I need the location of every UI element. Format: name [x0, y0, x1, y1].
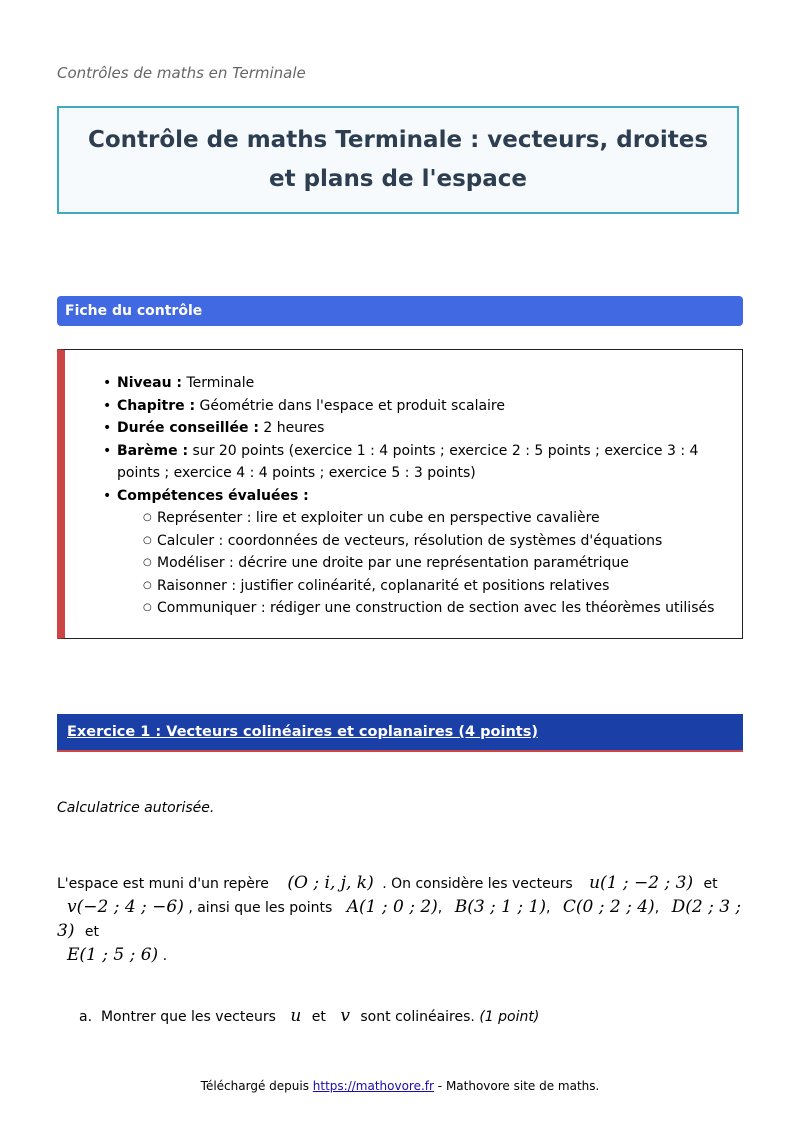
- fiche-item-competences: [117, 485, 717, 620]
- fiche-label: Compétences évaluées :: [117, 487, 309, 504]
- fiche-item-bareme: [117, 440, 717, 485]
- competence-item: ○ Raisonner : justifier colinéarité, coplanarité et positions relatives: [157, 575, 717, 598]
- statement-text: et: [703, 876, 718, 892]
- fiche-value: Terminale: [186, 375, 255, 391]
- competence-item: ○ Représenter : lire et exploiter un cube en perspective cavalière: [157, 507, 717, 530]
- point-e-formula: E(1 ; 5 ; 6): [67, 945, 159, 965]
- point-c-formula: C(0 ; 2 ; 4): [562, 897, 655, 917]
- fiche-box: [57, 349, 743, 639]
- statement-text: . On considère les vecteurs: [382, 876, 573, 892]
- footer-prefix: Téléchargé depuis: [200, 1079, 309, 1093]
- question-text: Montrer que les vecteurs: [100, 1009, 276, 1025]
- question-text: sont colinéaires.: [360, 1009, 475, 1025]
- page-title: Contrôle de maths Terminale : vecteurs, droites et plans de l'espace: [87, 127, 709, 192]
- repere-formula: (O ; i, j, k): [287, 873, 374, 893]
- statement-text: L'espace est muni d'un repère: [57, 876, 269, 892]
- calculator-note: Calculatrice autorisée.: [57, 800, 215, 816]
- fiche-value: Géométrie dans l'espace et produit scalaire: [199, 397, 505, 414]
- fiche-label: Durée conseillée :: [117, 420, 259, 436]
- statement-text: , ainsi que les points: [188, 900, 333, 916]
- fiche-label: Barème :: [117, 442, 189, 459]
- question-label: a.: [79, 1009, 93, 1025]
- exercise-1-heading-link[interactable]: Exercice 1 : Vecteurs colinéaires et coplanaires (4 points): [67, 724, 538, 740]
- vector-v-symbol: v: [340, 1006, 350, 1026]
- competence-item: ○ Modéliser : décrire une droite par une représentation paramétrique: [157, 552, 717, 575]
- fiche-value: 2 heures: [263, 420, 325, 436]
- fiche-value: sur 20 points (exercice 1 : 4 points ; exercice 2 : 5 points ; exercice 3 : 4 points ; exercice 4 : 4 points ; exercice 5 : 3 points): [117, 442, 699, 481]
- vector-v-formula: v(−2 ; 4 ; −6): [67, 897, 184, 917]
- competence-item: ○ Calculer : coordonnées de vecteurs, résolution de systèmes d'équations: [157, 530, 717, 553]
- point-b-formula: B(3 ; 1 ; 1): [454, 897, 546, 917]
- competence-item: ○ Communiquer : rédiger une construction de section avec les théorèmes utilisés: [157, 597, 717, 620]
- question-a: [79, 1006, 539, 1026]
- fiche-item-chapitre: [117, 395, 717, 418]
- fiche-label: Niveau :: [117, 375, 183, 391]
- competences-list: [117, 507, 717, 620]
- fiche-list: [117, 372, 717, 620]
- page-footer: [0, 1079, 800, 1093]
- fiche-item-duree: [117, 417, 717, 440]
- statement-text: et: [84, 924, 100, 940]
- footer-link[interactable]: https://mathovore.fr: [312, 1079, 434, 1093]
- page-header: Contrôles de maths en Terminale: [57, 64, 306, 82]
- point-a-formula: A(1 ; 0 ; 2): [346, 897, 438, 917]
- question-points: (1 point): [479, 1009, 540, 1025]
- footer-suffix: - Mathovore site de maths.: [437, 1079, 600, 1093]
- question-text: et: [311, 1009, 326, 1025]
- fiche-label: Chapitre :: [117, 397, 196, 414]
- exercise-1-heading[interactable]: [57, 714, 743, 752]
- fiche-item-niveau: [117, 372, 717, 395]
- exercise-1-statement: L'espace est muni d'un repère (O ; i, j, k) . On considère les vecteurs u(1 ; −2 ; 3) et v(−2 ; 4 ; −6) , ainsi que les points A(1 ; 0 ; 2), B(3 ; 1 ; 1), C(0 ; 2 ; 4), D(2 ; 3 ; 3) et E(1 ; 5 ; 6) .: [57, 873, 742, 965]
- point-d-formula: D(2 ; 3 ; 3): [57, 897, 742, 941]
- title-box: [57, 106, 739, 214]
- vector-u-formula: u(1 ; −2 ; 3): [589, 873, 694, 893]
- vector-u-symbol: u: [290, 1006, 302, 1026]
- fiche-heading: Fiche du contrôle: [57, 296, 743, 326]
